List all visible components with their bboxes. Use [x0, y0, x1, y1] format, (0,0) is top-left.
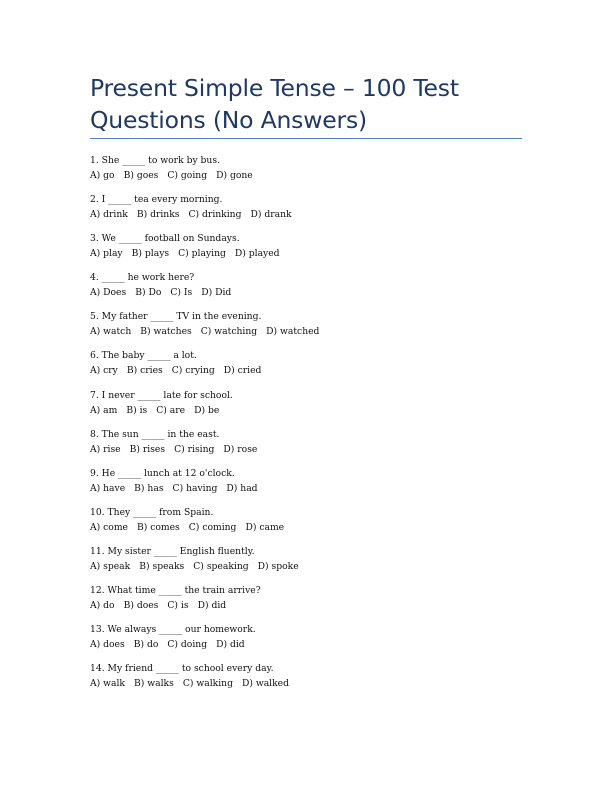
- answer-option: A) do: [90, 600, 115, 612]
- question-text: 11. My sister _____ English fluently.: [90, 545, 255, 557]
- answer-option: D) be: [194, 404, 220, 416]
- question-item: [90, 661, 530, 700]
- answer-option: A) speak: [90, 560, 131, 572]
- answer-options: [90, 598, 530, 613]
- answer-option: B) Do: [135, 287, 162, 299]
- question-text: 2. I _____ tea every morning.: [90, 194, 223, 206]
- answer-option: C) playing: [178, 248, 226, 260]
- answer-options: [90, 676, 530, 691]
- answer-option: B) goes: [123, 170, 159, 181]
- question-text: 12. What time _____ the train arrive?: [90, 585, 261, 597]
- question-item: [90, 192, 530, 231]
- answer-options: [90, 168, 530, 183]
- title-underline: [90, 138, 522, 139]
- answer-option: D) did: [216, 639, 245, 651]
- question-item: [90, 388, 530, 427]
- answer-option: D) had: [226, 482, 258, 494]
- answer-options: [90, 520, 530, 535]
- answer-option: C) drinking: [188, 209, 242, 221]
- answer-option: A) does: [90, 639, 125, 651]
- answer-option: A) drink: [90, 209, 128, 221]
- question-text: 10. They _____ from Spain.: [90, 506, 214, 518]
- answer-option: D) did: [197, 600, 227, 612]
- answer-options: [90, 285, 530, 300]
- answer-options: [90, 442, 530, 457]
- question-text: 4. _____ he work here?: [90, 272, 195, 284]
- answer-option: B) plays: [131, 248, 170, 260]
- question-text: 1. She _____ to work by bus.: [90, 155, 220, 166]
- answer-option: B) has: [134, 482, 164, 494]
- answer-option: B) do: [133, 639, 159, 651]
- question-item: [90, 309, 530, 348]
- answer-option: D) watched: [266, 326, 320, 338]
- question-text: 3. We _____ football on Sundays.: [90, 233, 240, 245]
- answer-option: A) play: [90, 248, 123, 260]
- answer-options: [90, 363, 530, 378]
- answer-option: D) cried: [223, 365, 262, 377]
- answer-option: A) cry: [90, 365, 118, 377]
- answer-option: D) rose: [223, 443, 258, 455]
- question-text: 13. We always _____ our homework.: [90, 624, 256, 636]
- question-item: [90, 544, 530, 583]
- answer-option: A) walk: [90, 678, 125, 690]
- answer-option: C) Is: [170, 287, 193, 299]
- question-item: [90, 583, 530, 622]
- answer-option: D) played: [234, 248, 280, 260]
- answer-option: B) watches: [140, 326, 192, 338]
- answer-options: [90, 324, 530, 339]
- answer-option: D) spoke: [257, 560, 299, 572]
- title-line-2: Questions (No Answers): [90, 106, 367, 134]
- answer-options: [90, 246, 530, 261]
- question-text: 9. He _____ lunch at 12 o'clock.: [90, 467, 235, 479]
- answer-options: [90, 403, 530, 418]
- answer-option: B) does: [123, 600, 159, 612]
- question-item: [90, 622, 530, 661]
- answer-option: C) crying: [171, 365, 215, 377]
- answer-options: [90, 481, 530, 496]
- question-list: [90, 153, 530, 700]
- answer-option: C) watching: [200, 326, 258, 338]
- question-item: [90, 348, 530, 387]
- answer-option: A) Does: [90, 287, 127, 299]
- answer-option: C) doing: [167, 639, 208, 651]
- answer-option: C) having: [172, 482, 218, 494]
- question-text: 5. My father _____ TV in the evening.: [90, 311, 262, 323]
- answer-option: C) coming: [188, 521, 237, 533]
- question-text: 7. I never _____ late for school.: [90, 389, 233, 401]
- question-item: [90, 466, 530, 505]
- answer-option: D) gone: [216, 170, 253, 181]
- answer-option: C) rising: [174, 443, 215, 455]
- answer-option: A) watch: [90, 326, 132, 338]
- answer-options: [90, 207, 530, 222]
- question-item: [90, 231, 530, 270]
- answer-option: A) am: [90, 404, 118, 416]
- title-line-1: Present Simple Tense – 100 Test: [90, 74, 459, 102]
- question-item: [90, 270, 530, 309]
- answer-option: A) go: [90, 170, 115, 181]
- answer-option: A) rise: [90, 443, 121, 455]
- answer-option: B) comes: [136, 521, 180, 533]
- answer-option: B) walks: [134, 678, 174, 690]
- answer-option: A) come: [90, 521, 128, 533]
- question-text: 8. The sun _____ in the east.: [90, 428, 220, 440]
- answer-option: C) going: [167, 170, 208, 181]
- answer-option: D) walked: [241, 678, 289, 690]
- answer-option: D) Did: [201, 287, 232, 299]
- answer-option: B) rises: [129, 443, 166, 455]
- answer-option: C) are: [156, 404, 186, 416]
- question-text: 6. The baby _____ a lot.: [90, 350, 197, 362]
- page-title: [90, 72, 530, 136]
- answer-option: B) cries: [126, 365, 163, 377]
- answer-option: B) is: [126, 404, 148, 416]
- answer-option: C) speaking: [193, 560, 249, 572]
- answer-option: C) is: [167, 600, 189, 612]
- answer-option: D) drank: [250, 209, 292, 221]
- answer-option: A) have: [90, 482, 126, 494]
- question-item: [90, 153, 530, 192]
- answer-options: [90, 637, 530, 652]
- answer-options: [90, 559, 530, 574]
- answer-option: C) walking: [182, 678, 233, 690]
- answer-option: D) came: [245, 521, 285, 533]
- question-item: [90, 427, 530, 466]
- question-text: 14. My friend _____ to school every day.: [90, 663, 274, 675]
- question-item: [90, 505, 530, 544]
- answer-option: B) drinks: [136, 209, 180, 221]
- answer-option: B) speaks: [139, 560, 185, 572]
